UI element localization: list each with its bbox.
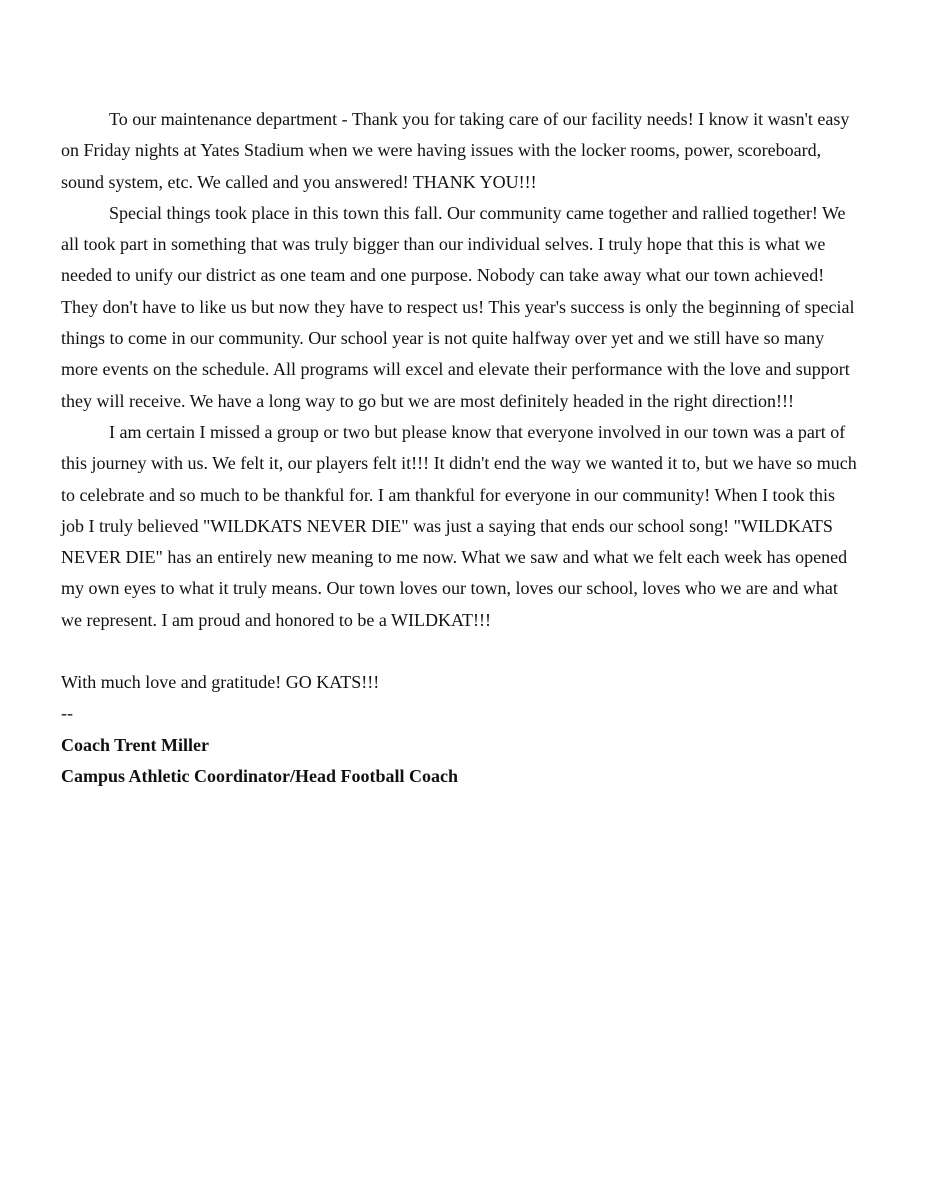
- paragraph-wildkats: I am certain I missed a group or two but please know that everyone involved in our town was a part of this journey with us. We felt it, our players felt it!!! It didn't end the way we wanted it to, but we have so much to celebrate and so much to be thankful for. I am thankful for everyone in our community! When I took this job I truly believed "WILDKATS NEVER DIE" was just a saying that ends our school song! "WILDKATS NEVER DIE" has an entirely new meaning to me now. What we saw and what we felt each week has opened my own eyes to what it truly means. Our town loves our town, loves our school, loves who we are and what we represent. I am proud and honored to be a WILDKAT!!!: [61, 421, 857, 630]
- paragraph-community: Special things took place in this town this fall. Our community came together and rallied together! We all took part in something that was truly bigger than our individual selves. I truly hope that this is what we needed to unify our district as one team and one purpose. Nobody can take away what our town achieved! They don't have to like us but now they have to respect us! This year's success is only the beginning of special things to come in our community. Our school year is not quite halfway over yet and we still have so many more events on the schedule. All programs will excel and elevate their performance with the love and support they will receive. We have a long way to go but we are most definitely headed in the right direction!!!: [61, 202, 855, 411]
- paragraph-maintenance-thanks: To our maintenance department - Thank you for taking care of our facility needs! I know it wasn't easy on Friday nights at Yates Stadium when we were having issues with the locker rooms, power, scoreboard, sound system, etc. We called and you answered! THANK YOU!!!: [61, 109, 850, 192]
- signature-title: Campus Athletic Coordinator/Head Football Coach: [61, 765, 459, 786]
- letter-body: [61, 104, 861, 792]
- closing-line: With much love and gratitude! GO KATS!!!: [61, 672, 380, 693]
- signature-separator: --: [61, 703, 73, 724]
- signature-name: Coach Trent Miller: [61, 734, 209, 755]
